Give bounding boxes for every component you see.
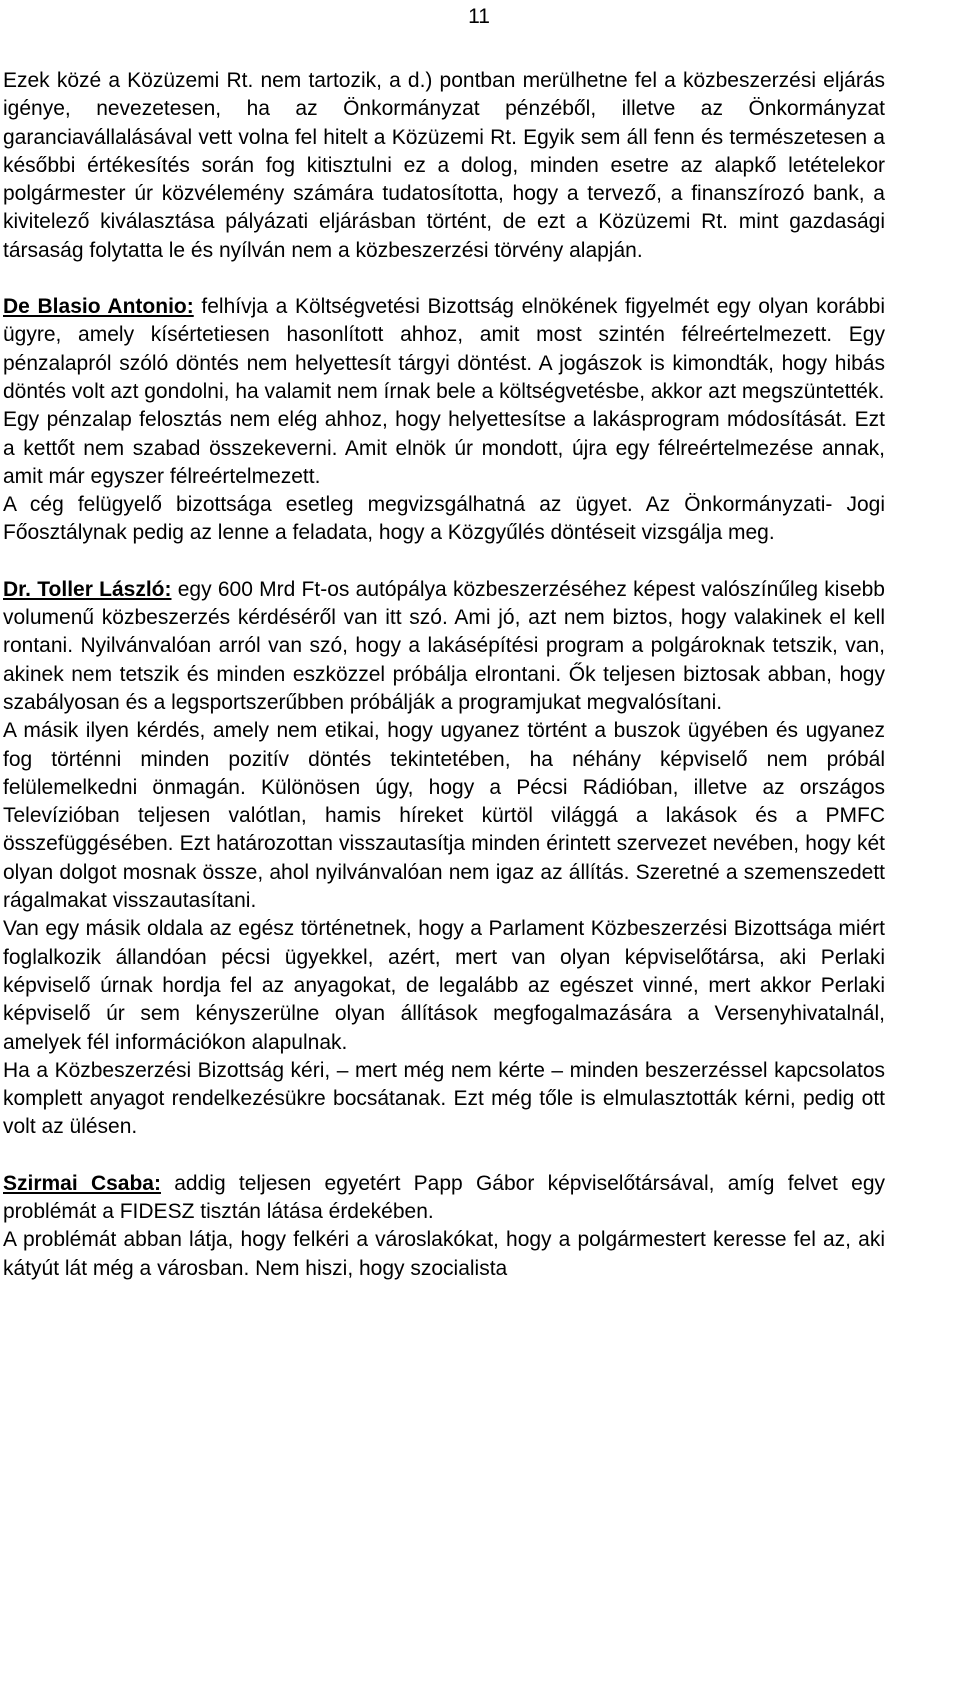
speaker-name: Dr. Toller László:	[3, 577, 172, 601]
paragraph	[3, 293, 885, 406]
paragraph	[3, 406, 885, 491]
paragraph	[3, 1057, 885, 1142]
paragraph-text: A cég felügyelő bizottsága esetleg megvizsgálhatná az ügyet. Az Önkormányzati- Jogi Főosztálynak pedig az lenne a feladata, hogy a Közgyűlés döntéseit vizsgálja meg.	[3, 493, 885, 545]
paragraph	[3, 717, 885, 915]
paragraph	[3, 576, 885, 717]
paragraph-text: A másik ilyen kérdés, amely nem etikai, hogy ugyanez történt a buszok ügyében és ugyanez fog történni minden pozitív döntés tekintetében, ha néhány képviselő nem próbál felülemelkedni önmagán. Különösen úgy, hogy a Pécsi Rádióban, illetve az országos Televízióban teljesen valótlan, hamis híreket kürtöl világgá a lakások és a PMFC összefüggésében. Ezt határozottan visszautasítja minden érintett szervezet nevében, hogy két olyan dolgot mosnak össze, ahol nyilvánvalóan nem igaz az állítás. Szeretné a szemenszedett rágalmakat visszautasítani.	[3, 719, 885, 913]
paragraph-text: Egy pénzalap felosztás nem elég ahhoz, hogy helyettesítse a lakásprogram módosítását. Ezt a kettőt nem szabad összekeverni. Amit elnök úr mondott, újra egy félreértelmezése annak, amit már egyszer félreértelmezett.	[3, 408, 885, 488]
paragraph-text: Ha a Közbeszerzési Bizottság kéri, – mert még nem kérte – minden beszerzéssel kapcsolatos komplett anyagot rendelkezésükre bocsátanak. Ezt még tőle is elmulasztották kérni, pedig ott volt az ülésen.	[3, 1058, 885, 1139]
document-body	[3, 67, 885, 1283]
paragraph	[3, 67, 885, 265]
paragraph	[3, 491, 885, 548]
paragraph-text: A problémát abban látja, hogy felkéri a városlakókat, hogy a polgármestert keresse fel az, aki kátyút lát még a városban. Nem hiszi, hogy szocialista	[3, 1228, 885, 1280]
paragraph-text: felhívja a Költségvetési Bizottság elnökének figyelmét egy olyan korábbi ügyre, amely kísértetiesen hasonlított ahhoz, amit most szintén félreértelmezett. Egy pénzalapról szóló döntés nem helyettesít tárgyi döntést. A jogászok is kimondták, hogy hibás döntés volt azt gondolni, ha valamit nem írnak bele a költségvetésbe, akkor azt megszüntették.	[3, 295, 885, 403]
paragraph-text: Van egy másik oldala az egész történetnek, hogy a Parlament Közbeszerzési Bizottsága miért foglalkozik állandóan pécsi ügyekkel, azért, mert van olyan képviselőtársa, aki Perlaki képviselő úrnak hordja fel az anyagokat, de legalább az egészet vinné, mert akkor Perlaki képviselő úr sem kényszerülne olyan állítások megfogalmazására a Versenyhivatalnál, amelyek fél információkon alapulnak.	[3, 917, 885, 1054]
page-number: 11	[468, 5, 490, 28]
speaker-name: De Blasio Antonio:	[3, 295, 194, 319]
paragraph	[3, 1170, 885, 1227]
paragraph-text: Ezek közé a Közüzemi Rt. nem tartozik, a d.) pontban merülhetne fel a közbeszerzési eljárás igénye, nevezetesen, ha az Önkormányzat pénzéből, illetve az Önkormányzat garanciavállalásával vett volna fel hitelt a Közüzemi Rt. Egyik sem áll fenn és természetesen a későbbi értékesítés során fog kitisztulni ez a dolog, minden esetre az alapkő letételekor polgármester úr közvélemény számára tudatosította, hogy a tervező, a finanszírozó bank, a kivitelező kiválasztása pályázati eljárásban történt, de ezt a Közüzemi Rt. mint gazdasági társaság folytatta le és nyílván nem a közbeszerzési törvény alapján.	[3, 69, 885, 262]
paragraph	[3, 1226, 885, 1283]
paragraph	[3, 915, 885, 1056]
paragraph-text: egy 600 Mrd Ft-os autópálya közbeszerzéséhez képest valószínűleg kisebb volumenű közbeszerzés kérdéséről van itt szó. Ami jó, azt nem biztos, hogy valakinek el kell rontani. Nyilvánvalóan arról van szó, hogy a lakásépítési program a polgároknak tetszik, van, akinek nem tetszik és minden eszközzel próbálja elrontani. Ők teljesen biztosak abban, hogy szabályosan és a legsportszerűbben próbálják a programjukat megvalósítani.	[3, 577, 885, 714]
speaker-name: Szirmai Csaba:	[3, 1171, 161, 1195]
paragraph-text: addig teljesen egyetért Papp Gábor képviselőtársával, amíg felvet egy problémát a FIDESZ tisztán látása érdekében.	[3, 1171, 885, 1223]
